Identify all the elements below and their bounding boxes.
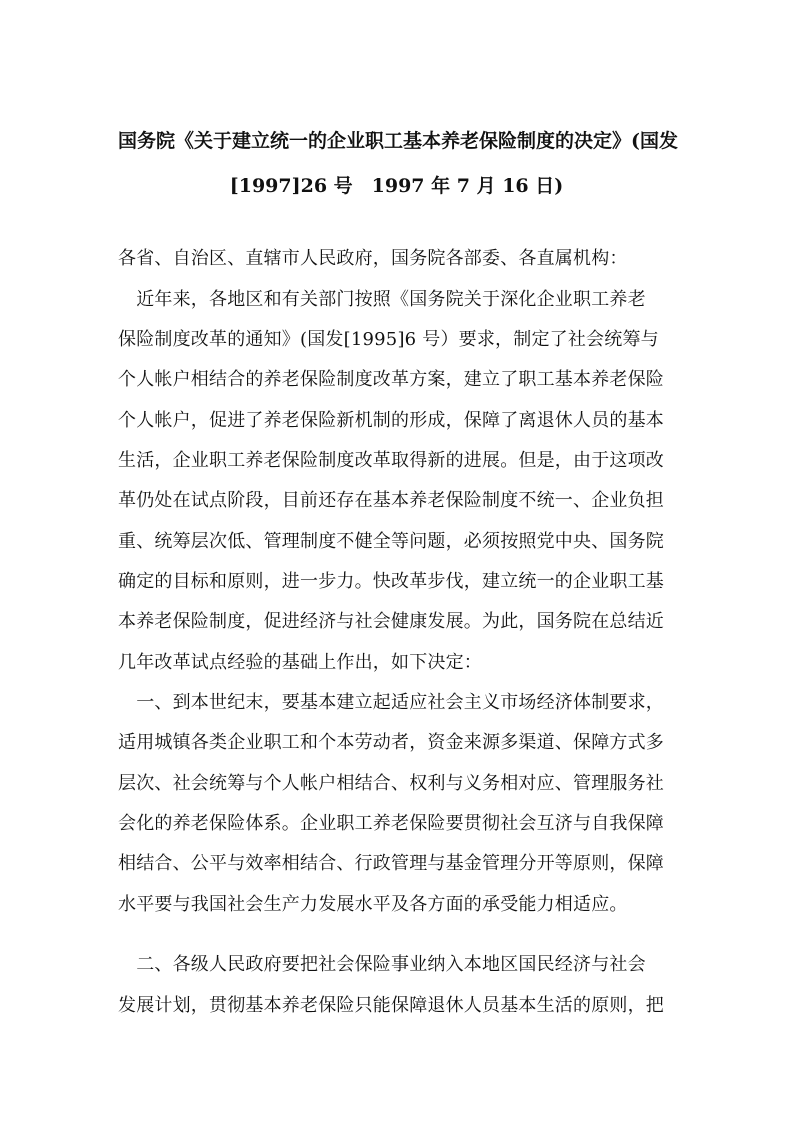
body-line: 适用城镇各类企业职工和个本劳动者，资金来源多渠道、保障方式多	[118, 732, 664, 753]
body-line: 一、到本世纪末，要基本建立起适应社会主义市场经济体制要求，	[118, 692, 664, 713]
body-line: 发展计划，贯彻基本养老保险只能保障退休人员基本生活的原则，把	[118, 995, 664, 1016]
body-line: 近年来，各地区和有关部门按照《国务院关于深化企业职工养老	[118, 289, 646, 310]
document-title-line-1: 国务院《关于建立统一的企业职工基本养老保险制度的决定》(国发	[118, 130, 678, 152]
body-line: 个人帐户相结合的养老保险制度改革方案，建立了职工基本养老保险	[118, 369, 664, 390]
body-line: 革仍处在试点阶段，目前还存在基本养老保险制度不统一、企业负担	[118, 490, 664, 511]
body-line: 会化的养老保险体系。企业职工养老保险要贯彻社会互济与自我保障	[118, 813, 664, 834]
body-line: 相结合、公平与效率相结合、行政管理与基金管理分开等原则，保障	[118, 853, 664, 874]
body-line: 本养老保险制度，促进经济与社会健康发展。为此，国务院在总结近	[118, 611, 664, 632]
body-line-salutation: 各省、自治区、直辖市人民政府，国务院各部委、各直属机构：	[118, 248, 628, 269]
body-line: 生活，企业职工养老保险制度改革取得新的进展。但是，由于这项改	[118, 450, 664, 471]
body-line: 保险制度改革的通知》(国发[1995]6 号）要求，制定了社会统筹与	[118, 329, 659, 350]
body-line: 重、统筹层次低、管理制度不健全等问题，必须按照党中央、国务院	[118, 531, 664, 552]
document-title-line-2: [1997]26 号 1997 年 7 月 16 日)	[229, 175, 564, 197]
body-line: 个人帐户，促进了养老保险新机制的形成，保障了离退休人员的基本	[118, 410, 664, 431]
body-line: 层次、社会统筹与个人帐户相结合、权利与义务相对应、管理服务社	[118, 773, 664, 794]
body-line: 确定的目标和原则，进一步力。快改革步伐，建立统一的企业职工基	[118, 571, 664, 592]
body-line: 二、各级人民政府要把社会保险事业纳入本地区国民经济与社会	[118, 954, 646, 975]
body-line: 几年改革试点经验的基础上作出，如下决定：	[118, 652, 482, 673]
body-line: 水平要与我国社会生产力发展水平及各方面的承受能力相适应。	[118, 894, 628, 915]
